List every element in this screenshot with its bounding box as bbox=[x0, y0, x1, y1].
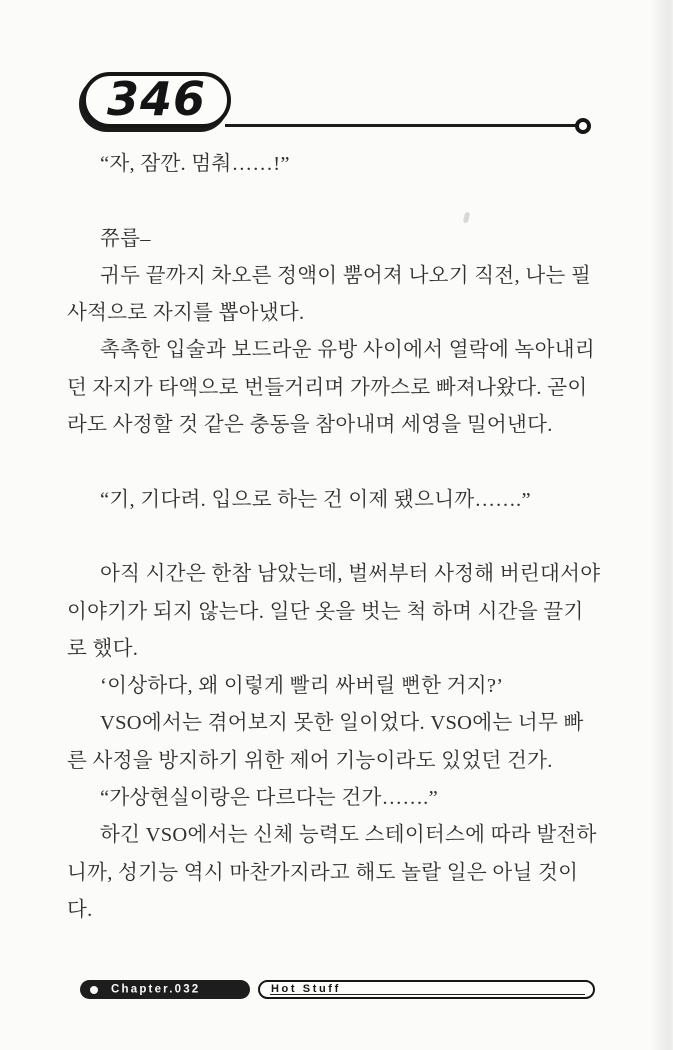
text-line: 촉촉한 입술과 보드라운 유방 사이에서 열락에 녹아내리 bbox=[100, 339, 595, 362]
page-number: 346 bbox=[106, 72, 207, 126]
text-line: 던 자지가 타액으로 번들거리며 가까스로 빠져나왔다. 곧이 bbox=[67, 376, 588, 399]
blank-line bbox=[67, 183, 594, 220]
text-line: “기, 기다려. 입으로 하는 건 이제 됐으니까…….” bbox=[100, 488, 531, 511]
text-line: 니까, 성기능 역시 마찬가지라고 해도 놀랄 일은 아닐 것이 bbox=[67, 861, 579, 884]
body-text bbox=[67, 146, 601, 929]
text-line: 라도 사정할 것 같은 충동을 참아내며 세영을 밀어낸다. bbox=[67, 414, 553, 437]
header-rule bbox=[225, 124, 577, 127]
header-rule-end-ring-icon bbox=[575, 118, 591, 134]
book-title-badge bbox=[258, 980, 595, 999]
text-line: ‘이상하다, 왜 이렇게 빨리 싸버릴 뻔한 거지?’ bbox=[100, 675, 504, 698]
text-line: “자, 잠깐. 멈춰……!” bbox=[100, 153, 290, 175]
text-line: 쮸릅– bbox=[100, 227, 151, 250]
text-line: 른 사정을 방지하기 위한 제어 기능이라도 있었던 건가. bbox=[67, 749, 553, 772]
blank-line bbox=[67, 519, 594, 556]
scan-edge-shading bbox=[649, 0, 673, 1050]
text-line: 하긴 VSO에서는 신체 능력도 스테이터스에 따라 발전하 bbox=[100, 824, 597, 847]
bullet-dot-icon bbox=[90, 986, 98, 994]
page-number-badge bbox=[82, 72, 231, 128]
book-title-label: Hot Stuff bbox=[271, 983, 341, 995]
text-line: 이야기가 되지 않는다. 일단 옷을 벗는 척 하며 시간을 끌기 bbox=[67, 600, 584, 623]
blank-line bbox=[67, 444, 594, 481]
chapter-label: Chapter.032 bbox=[111, 983, 201, 995]
text-line: VSO에서는 겪어보지 못한 일이었다. VSO에는 너무 빠 bbox=[100, 712, 584, 735]
text-line: 아직 시간은 한참 남았는데, 벌써부터 사정해 버린대서야 bbox=[100, 563, 601, 586]
text-line: 귀두 끝까지 차오른 정액이 뿜어져 나오기 직전, 나는 필 bbox=[100, 264, 592, 287]
chapter-badge bbox=[80, 980, 250, 999]
text-line: 다. bbox=[67, 898, 93, 921]
text-line: 사적으로 자지를 뽑아냈다. bbox=[67, 302, 305, 325]
text-line: “가상현실이랑은 다르다는 건가…….” bbox=[100, 787, 439, 810]
text-line: 로 했다. bbox=[67, 637, 139, 660]
